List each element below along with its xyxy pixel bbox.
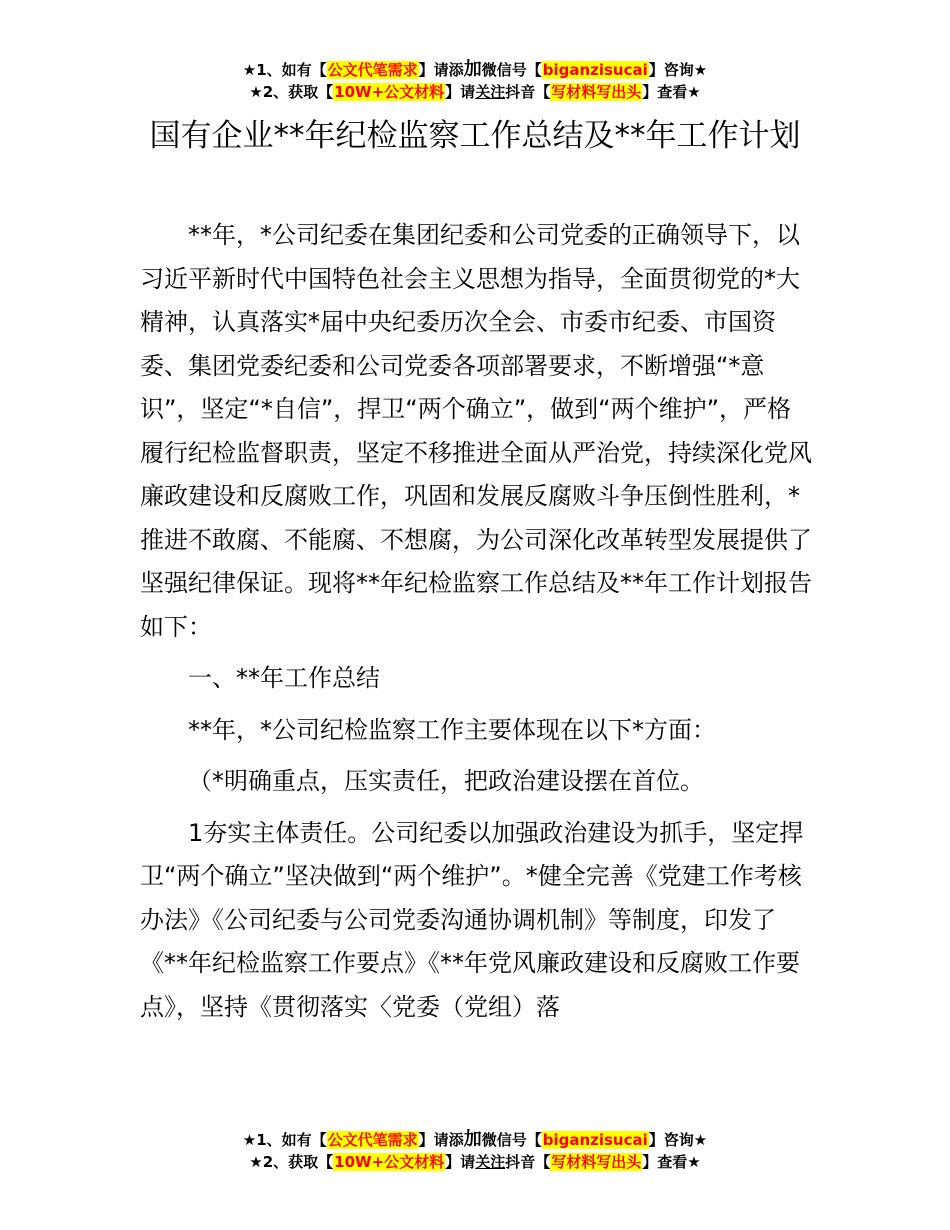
star-icon: ★ [693,61,708,79]
promo-highlight: 写材料写出头 [551,83,642,101]
document-title: 国有企业**年纪检监察工作总结及**年工作计划 [149,118,801,154]
star-icon: ★ [249,1153,263,1171]
promo-highlight: 公文代笔需求 [327,61,418,79]
promo-highlight: 公文代笔需求 [327,1131,418,1149]
star-icon: ★ [242,61,257,79]
star-icon: ★ [693,1131,708,1149]
promo-line-1: ★1、如有【公文代笔需求】请添加微信号【biganzisucai】咨询★ [242,59,708,80]
item-paragraph: 1夯实主体责任。公司纪委以加强政治建设为抓手，坚定捍卫“两个确立”坚决做到“两个维护”。*健全完善《党建工作考核办法》《公司纪委与公司党委沟通协调机制》等制度，印发了《**年纪检监察工作要点》《**年党风廉政建设和反腐败工作要点》，坚持《贯彻落实〈党委（党组）落 [140,818,804,1021]
star-icon: ★ [687,83,701,101]
document-body [140,214,812,1029]
promo-highlight: biganzisucai [542,61,648,79]
promo-highlight: 10W+公文材料 [334,83,445,101]
promo-line-2: ★2、获取【10W+公文材料】请关注抖音【写材料写出头】查看★ [249,1153,701,1171]
promo-highlight: 写材料写出头 [551,1153,642,1171]
promo-header [0,59,950,103]
promo-line-2: ★2、获取【10W+公文材料】请关注抖音【写材料写出头】查看★ [249,83,701,101]
star-icon: ★ [249,83,263,101]
star-icon: ★ [242,1131,257,1149]
section-lead: **年，*公司纪检监察工作主要体现在以下*方面： [188,715,716,744]
star-icon: ★ [687,1153,701,1171]
promo-highlight: biganzisucai [542,1131,648,1149]
intro-paragraph: **年，*公司纪委在集团纪委和公司党委的正确领导下，以习近平新时代中国特色社会主义思想为指导，全面贯彻党的*大精神，认真落实*届中央纪委历次全会、市委市纪委、市国资委、集团党委纪委和公司党委各项部署要求，不断增强“*意识”，坚定“*自信”，捍卫“两个确立”，做到“两个维护”，严格履行纪检监督职责，坚定不移推进全面从严治党，持续深化党风廉政建设和反腐败工作，巩固和发展反腐败斗争压倒性胜利，*推进不敢腐、不能腐、不想腐，为公司深化改革转型发展提供了坚强纪律保证。现将**年纪检监察工作总结及**年工作计划报告如下： [140,221,812,641]
promo-highlight: 10W+公文材料 [334,1153,445,1171]
promo-footer [0,1129,950,1173]
subsection-heading: （*明确重点，压实责任，把政治建设摆在首位。 [188,767,704,795]
promo-line-1: ★1、如有【公文代笔需求】请添加微信号【biganzisucai】咨询★ [242,1129,708,1150]
section-heading: 一、**年工作总结 [188,664,380,692]
